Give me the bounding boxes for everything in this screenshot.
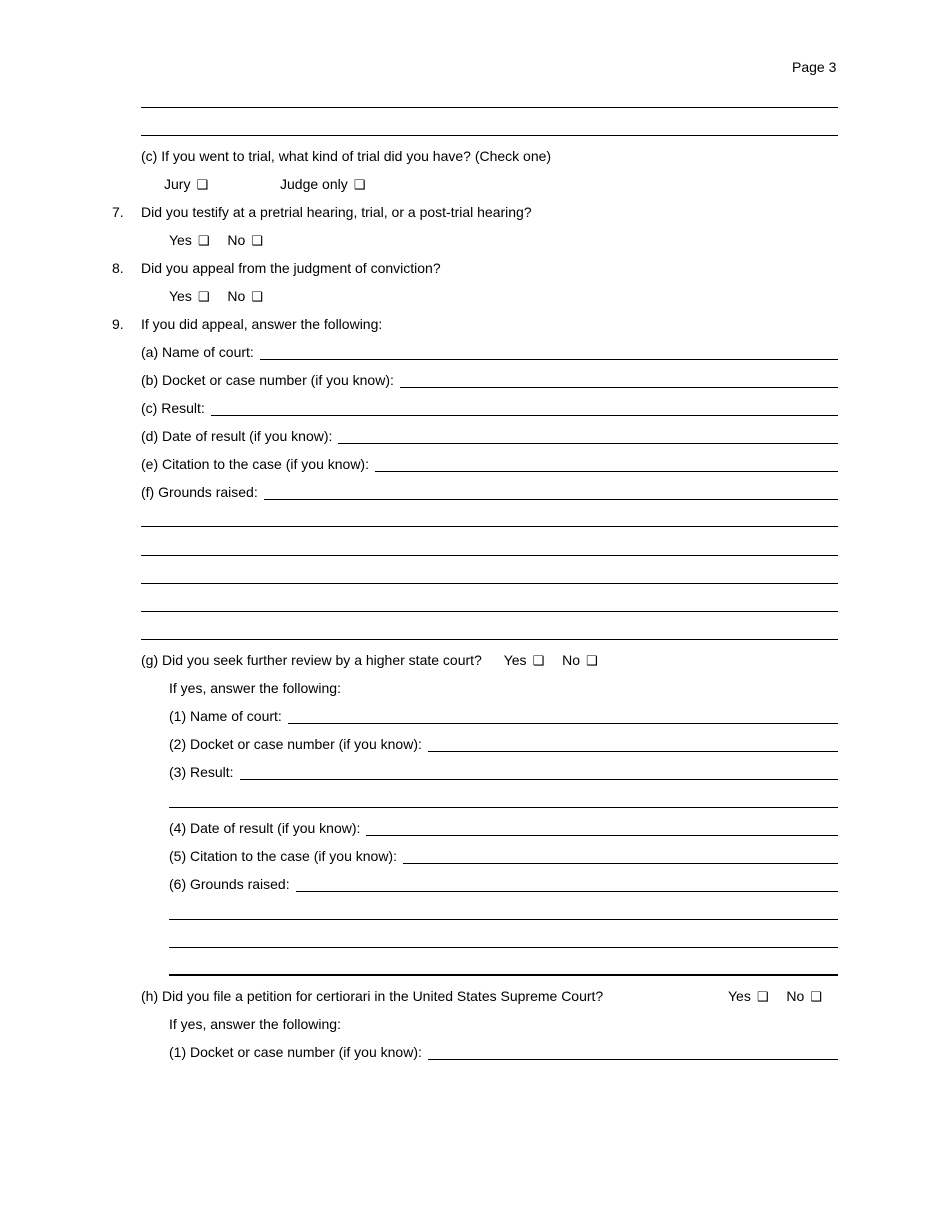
result-label: (c) Result:	[141, 400, 205, 416]
question-8-text: Did you appeal from the judgment of conviction?	[141, 260, 441, 276]
answer-line[interactable]	[141, 526, 838, 527]
jury-option	[164, 176, 208, 193]
q7-no-checkbox[interactable]: ❑	[251, 233, 263, 248]
citation-field[interactable]	[375, 459, 838, 472]
answer-line[interactable]	[169, 919, 838, 920]
no-label: No	[227, 288, 246, 304]
certiorari-no-checkbox[interactable]: ❑	[810, 989, 822, 1004]
g-result-field[interactable]	[240, 767, 838, 780]
grounds-raised-row	[141, 484, 838, 500]
question-8-number: 8.	[112, 260, 124, 276]
higher-court-intro: If yes, answer the following:	[169, 680, 341, 696]
docket-number-label: (b) Docket or case number (if you know):	[141, 372, 394, 388]
q8-no-checkbox[interactable]: ❑	[251, 289, 263, 304]
yes-label: Yes	[169, 288, 192, 304]
answer-line[interactable]	[169, 947, 838, 948]
question-7-number: 7.	[112, 204, 124, 220]
jury-label: Jury	[164, 176, 191, 192]
g-citation-label: (5) Citation to the case (if you know):	[169, 848, 397, 864]
g-grounds-raised-field[interactable]	[296, 879, 838, 892]
no-label: No	[786, 988, 805, 1004]
g-grounds-raised-label: (6) Grounds raised:	[169, 876, 290, 892]
result-field[interactable]	[211, 403, 838, 416]
question-7-text: Did you testify at a pretrial hearing, trial, or a post-trial hearing?	[141, 204, 532, 220]
question-9-text: If you did appeal, answer the following:	[141, 316, 383, 332]
g-docket-number-label: (2) Docket or case number (if you know):	[169, 736, 422, 752]
answer-line[interactable]	[141, 555, 838, 556]
answer-line[interactable]	[141, 135, 838, 136]
higher-court-yes-checkbox[interactable]: ❑	[532, 653, 545, 668]
no-label: No	[562, 652, 581, 668]
citation-row	[141, 456, 838, 472]
grounds-raised-field[interactable]	[264, 487, 838, 500]
name-of-court-label: (a) Name of court:	[141, 344, 254, 360]
yes-label: Yes	[169, 232, 192, 248]
g-citation-row	[169, 848, 838, 864]
certiorari-answers	[728, 988, 822, 1005]
g-citation-field[interactable]	[403, 851, 838, 864]
jury-checkbox[interactable]: ❑	[196, 177, 209, 192]
g-name-of-court-label: (1) Name of court:	[169, 708, 282, 724]
judge-only-checkbox[interactable]: ❑	[353, 177, 366, 192]
date-of-result-row	[141, 428, 838, 444]
judge-only-option	[280, 176, 365, 193]
g-name-of-court-row	[169, 708, 838, 724]
page-number: Page 3	[792, 59, 837, 75]
yes-label: Yes	[728, 988, 751, 1004]
no-label: No	[227, 232, 246, 248]
answer-line[interactable]	[141, 583, 838, 584]
grounds-raised-label: (f) Grounds raised:	[141, 484, 258, 500]
higher-court-question	[141, 652, 598, 669]
date-of-result-field[interactable]	[338, 431, 838, 444]
g-name-of-court-field[interactable]	[288, 711, 838, 724]
answer-line[interactable]	[169, 974, 838, 976]
certiorari-question: (h) Did you file a petition for certiorari in the United States Supreme Court?	[141, 988, 604, 1004]
h-docket-number-label: (1) Docket or case number (if you know):	[169, 1044, 422, 1060]
g-date-of-result-field[interactable]	[366, 823, 838, 836]
name-of-court-field[interactable]	[260, 347, 838, 360]
docket-number-field[interactable]	[400, 375, 838, 388]
answer-line[interactable]	[141, 611, 838, 612]
result-row	[141, 400, 838, 416]
answer-line[interactable]	[141, 107, 838, 108]
h-docket-number-row	[169, 1044, 838, 1060]
question-7-answers	[169, 232, 263, 249]
q7-yes-checkbox[interactable]: ❑	[197, 233, 210, 248]
q8-yes-checkbox[interactable]: ❑	[197, 289, 210, 304]
g-result-label: (3) Result:	[169, 764, 234, 780]
citation-label: (e) Citation to the case (if you know):	[141, 456, 369, 472]
date-of-result-label: (d) Date of result (if you know):	[141, 428, 333, 444]
name-of-court-row	[141, 344, 838, 360]
yes-label: Yes	[503, 652, 527, 668]
g-docket-number-field[interactable]	[428, 739, 838, 752]
question-9-number: 9.	[112, 316, 124, 332]
certiorari-intro: If yes, answer the following:	[169, 1016, 341, 1032]
certiorari-yes-checkbox[interactable]: ❑	[756, 989, 769, 1004]
answer-line[interactable]	[169, 807, 838, 808]
g-docket-number-row	[169, 736, 838, 752]
answer-line[interactable]	[141, 639, 838, 640]
g-date-of-result-label: (4) Date of result (if you know):	[169, 820, 361, 836]
higher-court-no-checkbox[interactable]: ❑	[586, 653, 598, 668]
g-result-row	[169, 764, 838, 780]
judge-only-label: Judge only	[280, 176, 348, 192]
g-date-of-result-row	[169, 820, 838, 836]
h-docket-number-field[interactable]	[428, 1047, 838, 1060]
g-grounds-raised-row	[169, 876, 838, 892]
trial-type-question: (c) If you went to trial, what kind of trial did you have? (Check one)	[141, 148, 552, 164]
docket-number-row	[141, 372, 838, 388]
higher-court-question-text: (g) Did you seek further review by a higher state court?	[141, 652, 482, 668]
question-8-answers	[169, 288, 263, 305]
